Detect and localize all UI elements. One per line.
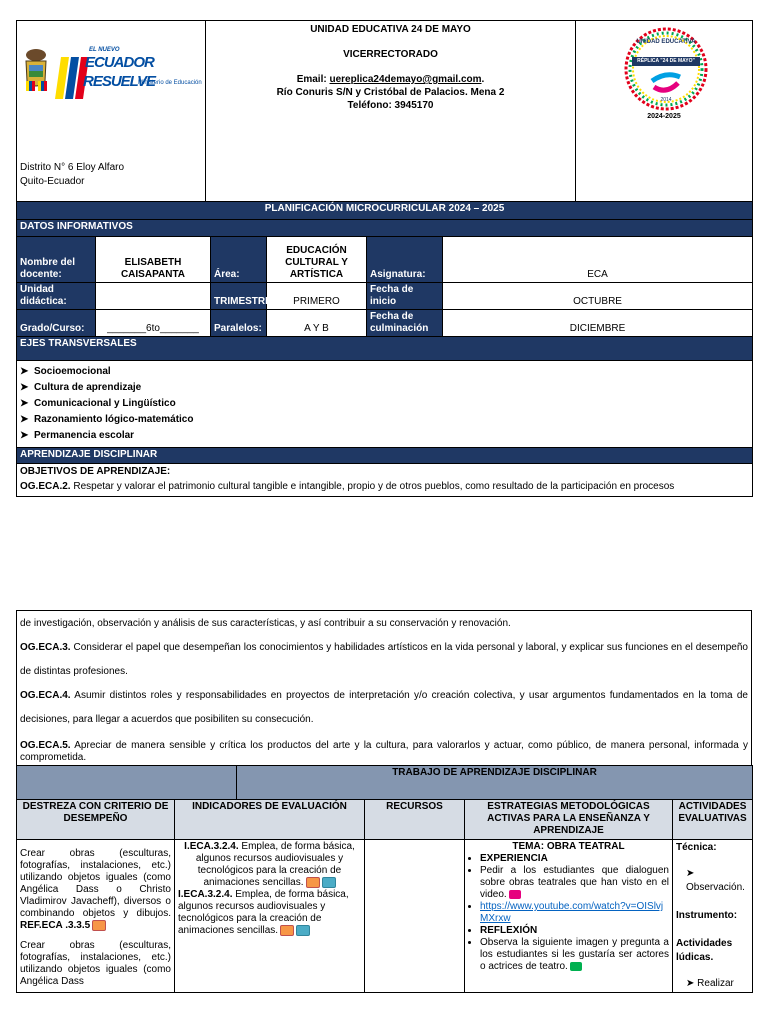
seal-year: 2014 [660, 97, 672, 103]
objetivos-cell [17, 464, 753, 497]
aprendizaje-heading: APRENDIZAJE DISCIPLINAR [17, 448, 753, 464]
col-estrategias: ESTRATEGIAS METODOLÓGICAS ACTIVAS PARA LA ENSEÑANZA Y APRENDIZAJE [465, 800, 673, 840]
tecnica-label: Técnica: [676, 842, 717, 853]
inicio-value: OCTUBRE [443, 283, 753, 310]
school-name: UNIDAD EDUCATIVA 24 DE MAYO [310, 24, 471, 35]
col-recursos: RECURSOS [365, 800, 465, 840]
page-1 [16, 20, 752, 497]
grado-value: _______6to_______ [96, 310, 211, 337]
ecuador-resuelve-logo [55, 47, 156, 99]
resource-icon [296, 925, 310, 936]
experiencia-label: • EXPERIENCIA [480, 853, 669, 865]
area-label: Área: [211, 237, 267, 283]
actividades-ludicas: Actividades lúdicas. [676, 938, 733, 963]
reflexion-text: • Observa la siguiente imagen y pregunta a los estudiantes si les gustaría ser actores o actrices de teatro. [480, 937, 669, 973]
ejes-list [20, 364, 749, 444]
ejes-list-cell [17, 361, 753, 448]
area-value: EDUCACIÓN CULTURAL Y ARTÍSTICA [267, 237, 367, 283]
objetivos-title: OBJETIVOS DE APRENDIZAJE: [20, 466, 171, 477]
header-table [16, 20, 753, 202]
eje-item: ➤ Socioemocional [20, 366, 111, 377]
address: Río Conuris S/N y Cristóbal de Palacios. Mena 2 [276, 87, 505, 98]
school-period: 2024-2025 [647, 113, 681, 120]
observacion-item: ➤ Observación. [686, 868, 745, 893]
district-line-2: Quito-Ecuador [20, 176, 85, 187]
grado-label: Grado/Curso: [17, 310, 96, 337]
col-actividades: ACTIVIDADES EVALUATIVAS [673, 800, 753, 840]
seal-band-text: RÉPLICA "24 DE MAYO" [637, 58, 695, 64]
asignatura-value: ECA [443, 237, 753, 283]
video-link[interactable]: https://www.youtube.com/watch?v=OISlvjMXrxw [480, 901, 664, 924]
objetivos-cont-cell [17, 611, 752, 766]
unidad-value [96, 283, 211, 310]
tema: TEMA: OBRA TEATRAL [512, 841, 625, 852]
objetivo-og-eca-3: OG.ECA.3. Considerar el papel que desempeñan los conocimientos y habilidades artísticos en la vida personal y laboral, y explicar sus funciones en el desempeño de distintas profesiones. [20, 642, 748, 677]
eje-item: ➤ Comunicacional y Lingüístico [20, 398, 176, 409]
vice-rectorate: VICERRECTORADO [343, 49, 438, 60]
indicadores-cell [175, 840, 365, 993]
destreza-1: Crear obras (esculturas, fotografías, instalaciones, etc.) utilizando objetos iguales (como Angélica Dass o Christo Vladimirov Javacheff), diversos o combinando objetos y dibujos. REF.ECA .3.3.5 [20, 848, 171, 932]
destreza-cell [17, 840, 175, 993]
logo-line-1: ECUADOR [85, 54, 154, 71]
video-icon [509, 890, 521, 899]
objetivo-og-eca-4: OG.ECA.4. Asumir distintos roles y responsabilidades en proyectos de interpretación y/o creación colectiva, y usar argumentos fundamentados en la toma de decisiones, para llegar a acuerdos que posibiliten su consecución. [20, 690, 748, 725]
ebook-icon [92, 920, 106, 931]
page-2 [16, 610, 752, 993]
trabajo-heading: TRABAJO DE APRENDIZAJE DISCIPLINAR [237, 766, 753, 800]
destreza-2: Crear obras (esculturas, fotografías, instalaciones, etc.) utilizando objetos iguales (como Angélica Dass [20, 940, 171, 988]
unidad-label: Unidad didáctica: [17, 283, 96, 310]
recursos-cell [365, 840, 465, 993]
col-destreza: DESTREZA CON CRITERIO DE DESEMPEÑO [17, 800, 175, 840]
ebook-icon [306, 877, 320, 888]
actividades-cell [673, 840, 753, 993]
plan-title: PLANIFICACIÓN MICROCURRICULAR 2024 – 2025 [17, 202, 753, 220]
objetivo-og-eca-5: OG.ECA.5. Apreciar de manera sensible y crítica los productos del arte y la cultura, para valorarlos y actuar, como público, de manera personal, informada y comprometida. [20, 740, 748, 763]
school-seal-cell [576, 21, 753, 202]
eje-item: ➤ Razonamiento lógico-matemático [20, 414, 194, 425]
ministry-cell [17, 21, 206, 202]
culminacion-value: DICIEMBRE [443, 310, 753, 337]
inicio-label: Fecha de inicio [367, 283, 443, 310]
seal-arc-text: UNIDAD EDUCATIVA [636, 39, 696, 45]
trabajo-table [16, 765, 753, 993]
school-seal [622, 25, 710, 113]
realizar-item: ➤ Realizar [686, 978, 734, 989]
email-link[interactable]: uereplica24demayo@gmail.com [329, 74, 482, 85]
docente-label: Nombre del docente: [17, 237, 96, 283]
indicador-2: I.ECA.3.2.4. Emplea, de forma básica, algunos recursos audiovisuales y tecnológicos para la creación de animaciones sencillas. [178, 889, 349, 937]
culminacion-label: Fecha de culminación [367, 310, 443, 337]
objetivos-cont-table [16, 610, 752, 766]
trabajo-blank [17, 766, 237, 800]
col-indicadores: INDICADORES DE EVALUACIÓN [175, 800, 365, 840]
video-link-item [480, 901, 669, 925]
objetivo-og-eca-2-cont: de investigación, observación y análisis de sus características, y así contribuir a su conservación y renovación. [20, 618, 511, 629]
indicador-1: I.ECA.3.2.4. Emplea, de forma básica, algunos recursos audiovisuales y tecnológicos para la creación de animaciones sencillas. [184, 841, 355, 889]
datos-table [16, 201, 753, 497]
eje-item: ➤ Cultura de aprendizaje [20, 382, 142, 393]
paralelos-value: A Y B [267, 310, 367, 337]
instrumento-label: Instrumento: [676, 910, 738, 921]
reflexion-label: • REFLEXIÓN [480, 925, 669, 937]
estrategias-list [468, 853, 669, 973]
ejes-heading: EJES TRANSVERSALES [17, 337, 753, 361]
trimestre-value: PRIMERO [267, 283, 367, 310]
email-label: Email: [296, 74, 330, 85]
asignatura-label: Asignatura: [367, 237, 443, 283]
resource-icon [322, 877, 336, 888]
image-icon [570, 962, 582, 971]
estrategias-cell [465, 840, 673, 993]
district-line-1: Distrito N° 6 Eloy Alfaro [20, 162, 125, 173]
eje-item: ➤ Permanencia escolar [20, 430, 135, 441]
objetivo-og-eca-2: OG.ECA.2. Respetar y valorar el patrimonio cultural tangible e intangible, propio y de otros pueblos, como resultado de la participación en procesos [20, 481, 675, 492]
ministry-label: Ministerio de Educación [138, 80, 202, 86]
logo-tag: EL NUEVO [89, 47, 120, 53]
phone: Teléfono: 3945170 [347, 100, 434, 111]
docente-value: ELISABETH CAISAPANTA [96, 237, 211, 283]
email-line: Email: uereplica24demayo@gmail.com. [296, 74, 485, 85]
experiencia-text: • Pedir a los estudiantes que dialoguen sobre obras teatrales que han visto en el video. [480, 865, 669, 901]
ebook-icon [280, 925, 294, 936]
trimestre-label: TRIMESTRE [211, 283, 267, 310]
logo-line-2: RESUELVE [83, 73, 156, 90]
school-info-cell [206, 21, 576, 202]
ecuador-coat-of-arms [23, 47, 49, 101]
datos-heading: DATOS INFORMATIVOS [17, 220, 753, 237]
paralelos-label: Paralelos: [211, 310, 267, 337]
